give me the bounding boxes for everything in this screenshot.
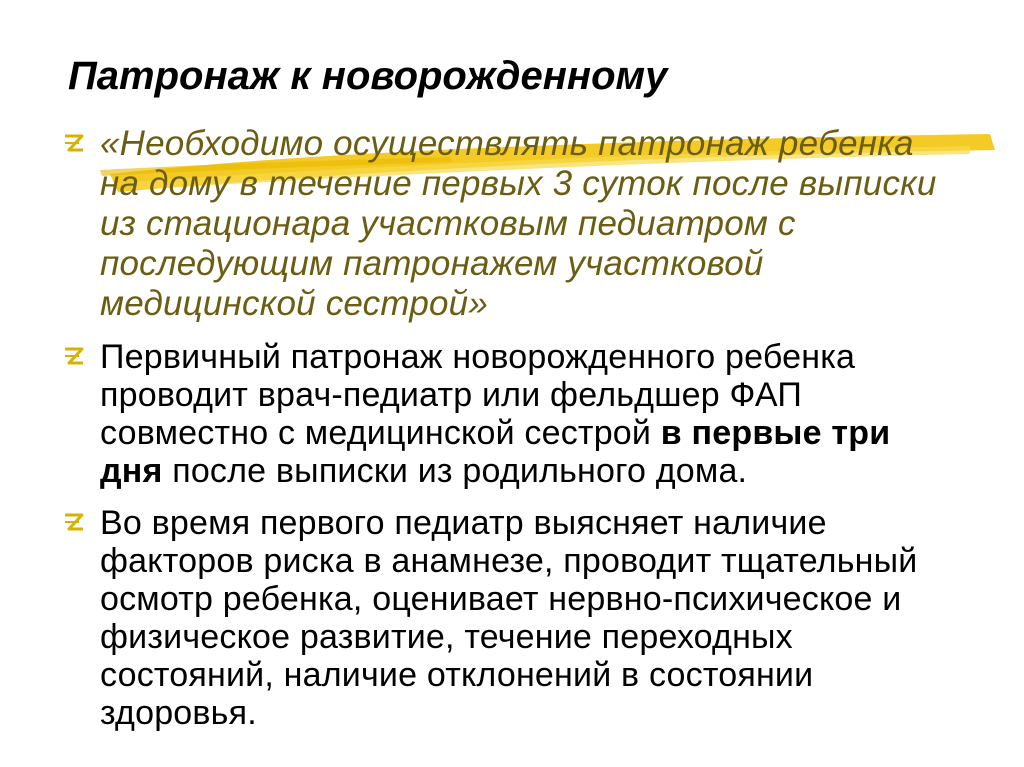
emphasis-text: в первые три дня xyxy=(100,414,891,490)
bullet-text-part: Первичный патронаж новорожденного ребенка проводит врач-педиатр или фельдшер ФАП совместно с медицинской сестрой xyxy=(100,338,856,452)
bullet-list xyxy=(60,118,960,732)
slide-title: Патронаж к новорожденному xyxy=(68,54,668,98)
bullet-text xyxy=(100,338,960,490)
z-bullet-icon xyxy=(60,343,88,371)
bullet-item xyxy=(60,124,960,324)
bullet-text: Во время первого педиатр выясняет наличие факторов риска в анамнезе, проводит тщательный осмотр ребенка, оценивает нервно-психическое и физическое развитие, течение переходных состояний, наличие отклонений в состоянии здоровья. xyxy=(100,504,918,732)
z-bullet-icon xyxy=(60,509,88,537)
bullet-item xyxy=(60,338,960,490)
bullet-text-part: после выписки из родильного дома. xyxy=(162,452,748,490)
z-bullet-icon xyxy=(60,130,88,158)
bullet-text: «Необходимо осуществлять патронаж ребенка на дому в течение первых 3 суток после выписки из стационара участковым педиатром с последующим патронажем участковой медицинской сестрой» xyxy=(100,124,937,323)
bullet-item xyxy=(60,504,960,732)
